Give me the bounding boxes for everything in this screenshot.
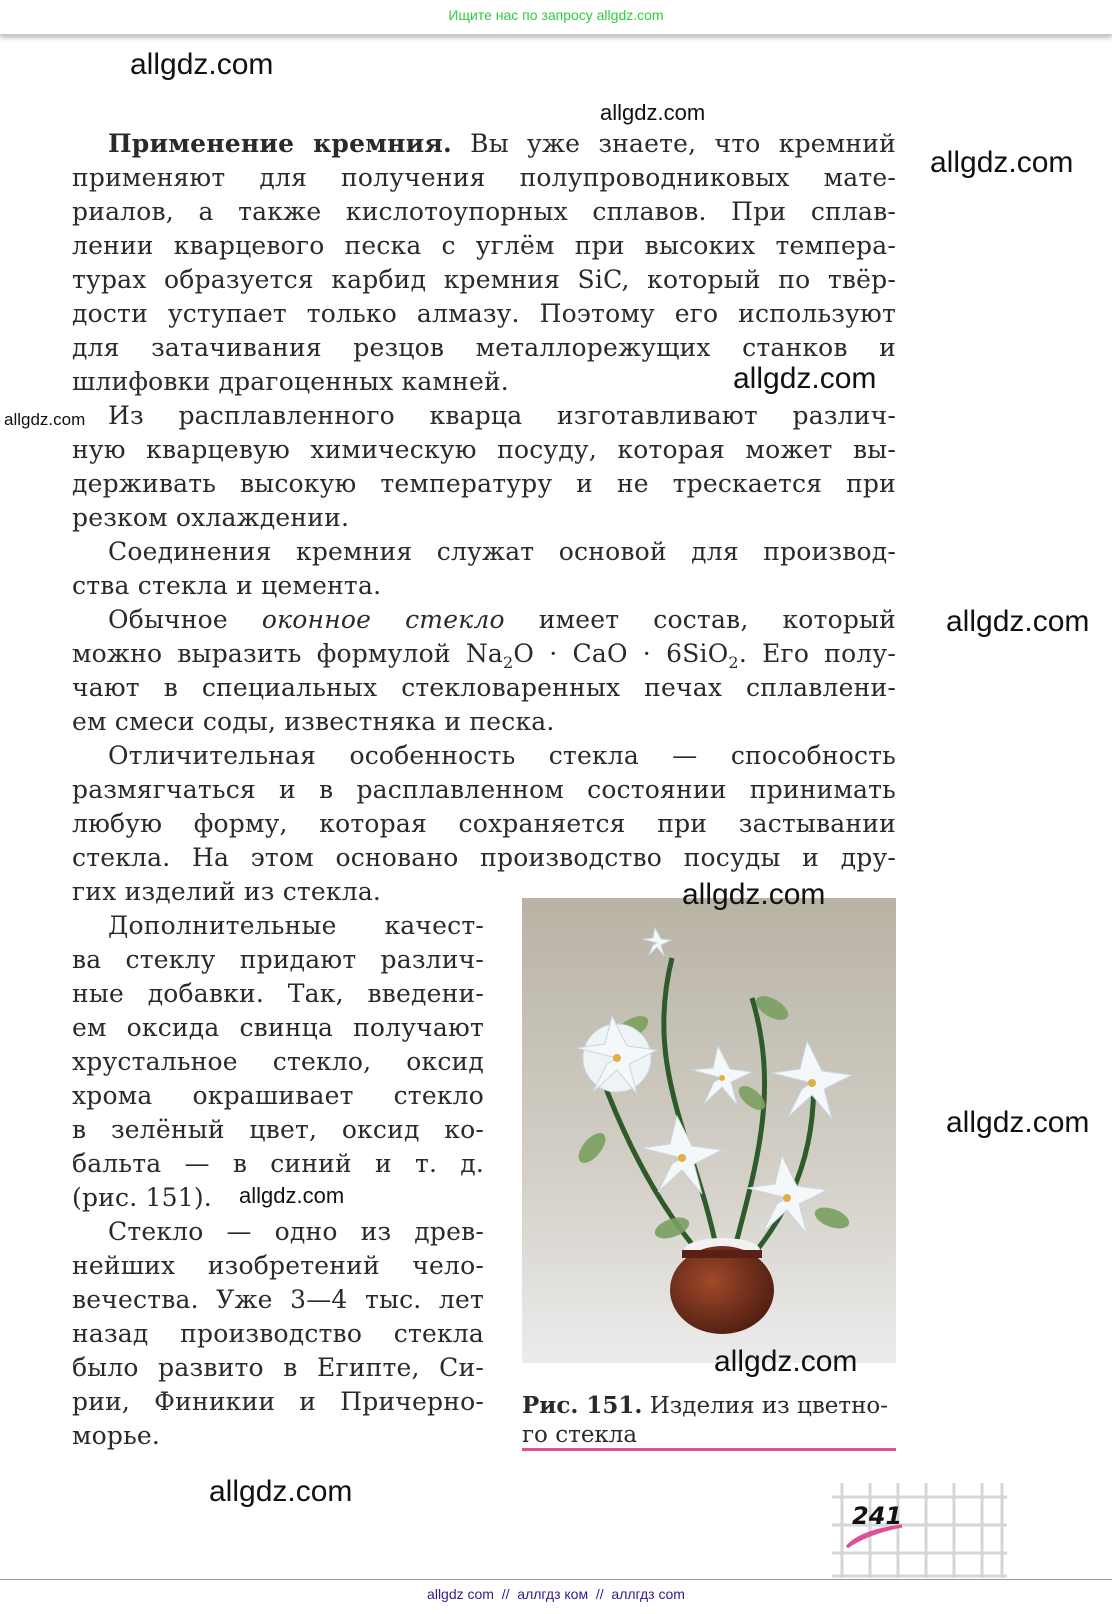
watermark-text: allgdz.com [4, 410, 86, 429]
text-segment: риалов, а также кислотоупорных сплавов. При сплав- [72, 197, 896, 226]
text-segment: применяют для получения полупроводниковых мате- [72, 163, 896, 192]
text-segment: имеет состав, который [504, 605, 896, 634]
text-line [72, 1079, 484, 1113]
text-line [72, 195, 896, 229]
watermark-text: allgdz.com [600, 100, 706, 125]
text-line [72, 1385, 484, 1419]
text-segment: Вы уже знаете, что кремний [451, 129, 896, 158]
text-line [72, 705, 896, 739]
text-segment: ем оксида свинца получают [72, 1013, 484, 1042]
text-line [72, 739, 896, 773]
text-line [72, 909, 484, 943]
text-segment: Дополнительные качест- [108, 911, 484, 940]
text-segment: ную кварцевую химическую посуду, которая может вы- [72, 435, 896, 464]
text-line [72, 399, 896, 433]
text-segment: шлифовки драгоценных камней. [72, 367, 509, 396]
text-segment: ва стеклу придают различ- [72, 945, 484, 974]
text-segment: O · CaO · 6SiO [513, 639, 729, 668]
text-segment: нейших изобретений чело- [72, 1251, 484, 1280]
text-line [72, 1011, 484, 1045]
figure-caption-line-1 [522, 1391, 896, 1421]
text-line [72, 671, 896, 705]
text-line [72, 535, 896, 569]
watermark-text: allgdz.com [930, 146, 1074, 179]
caption-underline [522, 1448, 896, 1451]
banner-text[interactable]: Ищите нас по запросу allgdz.com [448, 7, 664, 23]
text-line [72, 263, 896, 297]
text-segment: держивать высокую температуру и не трескается при [72, 469, 896, 498]
subscript: 2 [728, 653, 739, 672]
text-line [72, 637, 896, 671]
text-line [72, 1317, 484, 1351]
text-line [72, 161, 896, 195]
footer-divider [0, 1579, 1112, 1580]
watermark-text: allgdz.com [682, 878, 826, 911]
text-segment: Применение кремния. [108, 129, 452, 158]
watermark-text: allgdz.com [714, 1345, 858, 1378]
text-line [72, 943, 484, 977]
text-line [72, 433, 896, 467]
text-segment: для затачивания резцов металлорежущих станков и [72, 333, 896, 362]
text-segment: размягчаться и в расплавленном состоянии принимать [72, 775, 896, 804]
text-segment: ем смеси соды, известняка и песка. [72, 707, 555, 736]
text-line [72, 841, 896, 875]
text-line [72, 229, 896, 263]
text-segment: можно выразить формулой Na [72, 639, 504, 668]
text-segment: Соединения кремния служат основой для производ- [108, 537, 896, 566]
figure-caption-line-2: го стекла [522, 1422, 638, 1448]
text-line [72, 467, 896, 501]
text-segment: Из расплавленного кварца изготавливают различ- [108, 401, 896, 430]
text-line [72, 1215, 484, 1249]
text-segment: бальта — в синий и т. д. [72, 1149, 484, 1178]
text-line [72, 1283, 484, 1317]
text-segment: вечества. Уже 3—4 тыс. лет [72, 1285, 484, 1314]
watermark-text: allgdz.com [239, 1183, 345, 1208]
text-segment: любую форму, которая сохраняется при застывании [72, 809, 896, 838]
subscript: 2 [503, 653, 514, 672]
text-segment: ные добавки. Так, введени- [72, 979, 484, 1008]
text-segment: в зелёный цвет, оксид ко- [72, 1115, 484, 1144]
text-segment: . Его полу- [738, 639, 896, 668]
text-segment: лении кварцевого песка с углём при высоких темпера- [72, 231, 896, 260]
text-line [72, 1419, 484, 1453]
text-line [72, 807, 896, 841]
text-line [72, 331, 896, 365]
top-banner [0, 0, 1112, 35]
text-line [72, 773, 896, 807]
text-segment: (рис. 151). [72, 1183, 212, 1212]
text-line [72, 1249, 484, 1283]
figure-label: Рис. 151. [522, 1392, 643, 1419]
text-line [72, 1113, 484, 1147]
text-line [72, 297, 896, 331]
text-segment: морье. [72, 1421, 161, 1450]
page-number-grid [832, 1483, 1007, 1582]
text-segment: ства стекла и цемента. [72, 571, 382, 600]
text-line [72, 501, 896, 535]
text-segment: Стекло — одно из древ- [108, 1217, 484, 1246]
text-segment: назад производство стекла [72, 1319, 484, 1348]
figure-151-photo [522, 898, 896, 1363]
text-line [72, 1045, 484, 1079]
text-segment: дости уступает только алмазу. Поэтому его используют [72, 299, 896, 328]
text-segment: оконное стекло [261, 605, 505, 634]
text-segment: чают в специальных стекловаренных печах сплавлени- [72, 673, 896, 702]
footer-links[interactable]: allgdz com // аллгдз ком // аллгдз com [427, 1586, 685, 1602]
watermark-text: allgdz.com [946, 1106, 1090, 1139]
page-number: 241 [852, 1502, 903, 1530]
text-segment: хрома окрашивает стекло [72, 1081, 484, 1110]
text-line [72, 1351, 484, 1385]
watermark-text: allgdz.com [946, 605, 1090, 638]
watermark-text: allgdz.com [209, 1475, 353, 1508]
text-segment: резком охлаждении. [72, 503, 350, 532]
text-segment: Обычное [108, 605, 262, 634]
text-segment: гих изделий из стекла. [72, 877, 382, 906]
text-segment: турах образуется карбид кремния SiC, который по твёр- [72, 265, 896, 294]
text-segment: рии, Финикии и Причерно- [72, 1387, 484, 1416]
text-line [72, 977, 484, 1011]
watermark-text: allgdz.com [130, 48, 274, 81]
text-segment: Отличительная особенность стекла — способность [108, 741, 896, 770]
text-segment: было развито в Египте, Си- [72, 1353, 484, 1382]
text-segment: хрустальное стекло, оксид [72, 1047, 484, 1076]
text-line [72, 569, 896, 603]
text-segment: стекла. На этом основано производство посуды и дру- [72, 843, 896, 872]
text-line [72, 127, 896, 161]
text-line [72, 1147, 484, 1181]
text-line [72, 603, 896, 637]
figure-caption-text: Изделия из цветно- [642, 1393, 889, 1419]
watermark-text: allgdz.com [733, 362, 877, 395]
